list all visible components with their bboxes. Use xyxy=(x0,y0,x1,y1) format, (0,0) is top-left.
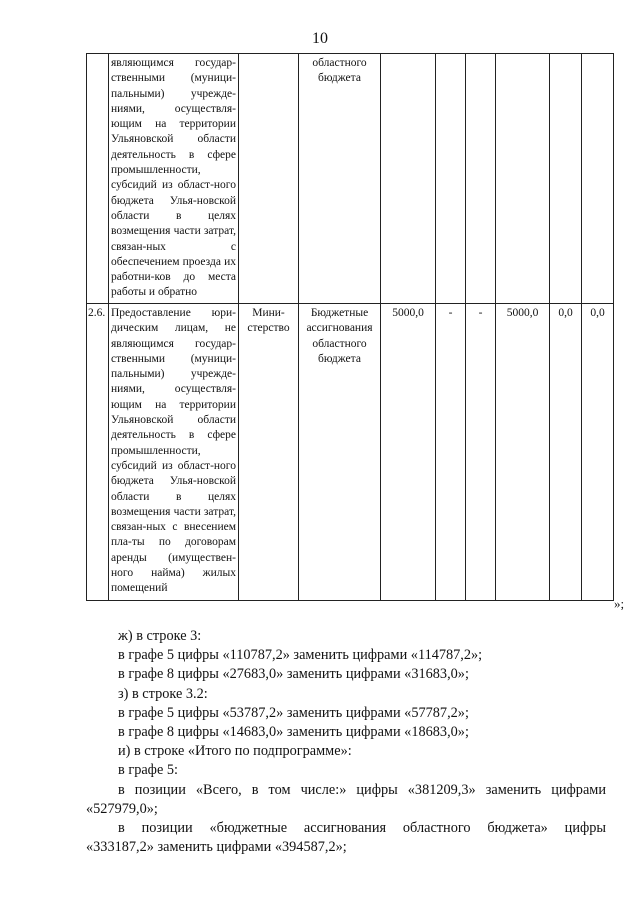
table-row xyxy=(87,304,614,601)
value-cell: 5000,0 xyxy=(496,304,550,601)
text-line: в графе 8 цифры «14683,0» заменить цифрами «18683,0»; xyxy=(118,724,469,741)
text-line: в графе 8 цифры «27683,0» заменить цифрами «31683,0»; xyxy=(118,666,469,683)
funding-source-cell: областного бюджета xyxy=(299,54,381,304)
value-cell xyxy=(550,54,582,304)
value-cell: 0,0 xyxy=(550,304,582,601)
text-line: «527979,0»; xyxy=(86,800,158,817)
value-cell: 5000,0 xyxy=(381,304,436,601)
text-line: и) в строке «Итого по подпрограмме»: xyxy=(118,743,352,760)
value-cell xyxy=(466,54,496,304)
text-line: в графе 5 цифры «110787,2» заменить цифрами «114787,2»; xyxy=(118,647,483,664)
closing-quote: »; xyxy=(614,596,625,611)
budget-table xyxy=(86,53,614,601)
executor-cell xyxy=(239,54,299,304)
event-name-cell: Предоставление юри-дическим лицам, не являющимся государ-ственными (муници-пальными) учрежде-ниями, осуществля-ющим на территории Ульяновской области деятельность в сфере промышленности, субсидий из област-ного бюджета Улья-новской области в целях возмещения части затрат, связан-ных с внесением пла-ты по договорам аренды (имуществен-ного найма) жилых помещений xyxy=(109,304,239,601)
table-row xyxy=(87,54,614,304)
text-line: ж) в строке 3: xyxy=(118,628,202,644)
text-line: в позиции «Всего, в том числе:» цифры «381209,3» заменить цифрами xyxy=(118,781,606,798)
event-name-cell: являющимся государ-ственными (муници-пальными) учрежде-ниями, осуществля-ющим на территории Ульяновской области деятельность в сфере промышленности, субсидий из област-ного бюджета Улья-новской области в целях возмещения части затрат, связан-ных с обеспечением проезда их работни-ков до места работы и обратно xyxy=(109,54,239,304)
value-cell xyxy=(496,54,550,304)
page-number: 10 xyxy=(312,30,328,47)
row-number-cell: 2.6. xyxy=(87,304,109,601)
row-number-cell xyxy=(87,54,109,304)
value-cell: 0,0 xyxy=(582,304,614,601)
text-line: «333187,2» заменить цифрами «394587,2»; xyxy=(86,839,347,856)
value-cell: - xyxy=(436,304,466,601)
funding-source-cell: Бюджетные ассигнования областного бюджета xyxy=(299,304,381,601)
text-line: в графе 5: xyxy=(118,762,178,779)
text-line: в графе 5 цифры «53787,2» заменить цифрами «57787,2»; xyxy=(118,704,469,721)
value-cell xyxy=(582,54,614,304)
text-line: з) в строке 3.2: xyxy=(118,685,208,702)
value-cell: - xyxy=(466,304,496,601)
amendment-text xyxy=(86,627,606,857)
value-cell xyxy=(381,54,436,304)
value-cell xyxy=(436,54,466,304)
text-line: в позиции «бюджетные ассигнования областного бюджета» цифры xyxy=(118,820,606,837)
executor-cell: Мини-стерство xyxy=(239,304,299,601)
